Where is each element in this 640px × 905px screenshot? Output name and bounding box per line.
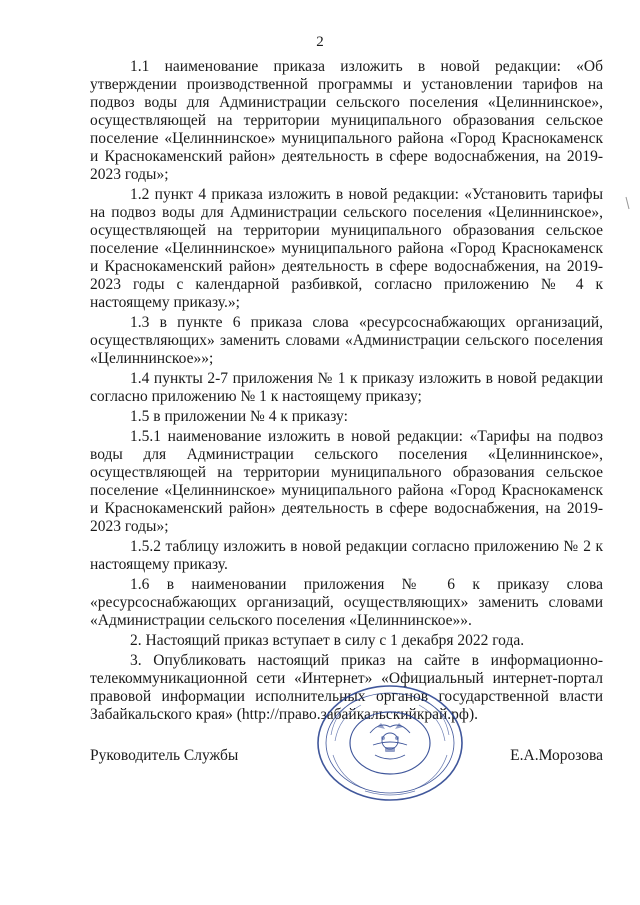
paragraph-1-4: 1.4 пункты 2-7 приложения № 1 к приказу изложить в новой редакции согласно приложению № 1 к настоящему приказу; — [90, 370, 603, 405]
signer-title: Руководитель Службы — [90, 747, 239, 764]
paragraph-1-5-2: 1.5.2 таблицу изложить в новой редакции согласно приложению № 2 к настоящему приказу. — [90, 538, 603, 573]
paragraph-2: 2. Настоящий приказ вступает в силу с 1 декабря 2022 года. — [130, 632, 525, 649]
paragraph-1-3: 1.3 в пункте 6 приказа слова «ресурсоснабжающих организаций, осуществляющих» заменить словами «Администрации сельского поселения «Целиннинское»»; — [90, 314, 603, 367]
paragraph-1-5-1: 1.5.1 наименование изложить в новой редакции: «Тарифы на подвоз воды для Администрации сельского поселения «Целиннинское», осуществляющей на территории муниципального образования сельское поселение «Целиннинское» муниципального района «Город Краснокаменск и Краснокаменский район» деятельность в сфере водоснабжения, на 2019-2023 годы»; — [90, 428, 603, 535]
paragraph-1-1: 1.1 наименование приказа изложить в новой редакции: «Об утверждении производственной программы и установлении тарифов на подвоз воды для Администрации сельского поселения «Целиннинское», осуществляющей на территории муниципального образования сельское поселение «Целиннинское» муниципального района «Город Краснокаменск и Краснокаменский район» деятельность в сфере водоснабжения, на 2019-2023 годы»; — [90, 58, 603, 183]
official-seal-stamp — [315, 683, 465, 803]
signer-name: Е.А.Морозова — [510, 747, 603, 764]
paragraph-1-5: 1.5 в приложении № 4 к приказу: — [130, 408, 348, 425]
paragraph-1-2: 1.2 пункт 4 приказа изложить в новой редакции: «Установить тарифы на подвоз воды для Администрации сельского поселения «Целиннинское», осуществляющей на территории муниципального образования сельское поселение «Целиннинское» муниципального района «Город Краснокаменск и Краснокаменский район» деятельность в сфере водоснабжения, на 2019-2023 годы с календарной разбивкой, согласно приложению № 4 к настоящему приказу.»; — [90, 186, 603, 311]
document-body — [90, 58, 603, 724]
page-number: 2 — [316, 34, 324, 50]
paragraph-3: 3. Опубликовать настоящий приказ на сайте в информационно-телекоммуникационной сети «Интернет» «Официальный интернет-портал правовой информации исполнительных органов государственной власти Забайкальского края» (http://право.забайкальскийкрай.рф). — [90, 652, 603, 723]
margin-scan-mark — [624, 196, 632, 210]
paragraph-1-6: 1.6 в наименовании приложения № 6 к приказу слова «ресурсоснабжающих организаций, осуществляющих» заменить словами «Администрации сельского поселения «Целиннинское»». — [90, 576, 603, 629]
